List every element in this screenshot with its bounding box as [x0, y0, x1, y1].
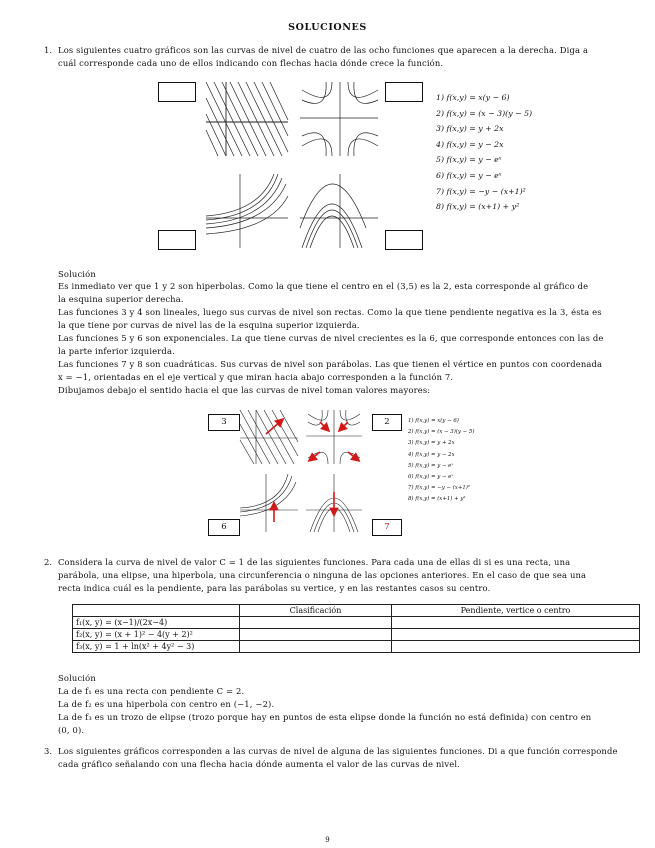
- solution-line: La de f₁ es una recta con pendiente C = 2.: [58, 686, 245, 696]
- problem-3-line: cada gráfico señalando con una flecha hacia dónde aumenta el valor de las curvas de nivel.: [58, 759, 460, 769]
- table-cell: f₁(x, y) = (x−1)/(2x−4): [73, 617, 240, 629]
- problem-3-number: 3.: [44, 746, 52, 756]
- function-item: 5) f(x,y) = y − eˣ: [436, 155, 502, 165]
- table-header-row: [73, 605, 640, 617]
- solution-line: la esquina superior derecha.: [58, 294, 184, 304]
- function-item: 4) f(x,y) = y − 2x: [436, 139, 504, 149]
- table-cell: f₃(x, y) = 1 + ln(x² + 4y² − 3): [73, 641, 240, 653]
- function-list-2: [408, 416, 474, 506]
- table-cell-input[interactable]: [240, 617, 392, 629]
- answer-box-label-2: 2: [372, 414, 402, 431]
- answer-box-bottom-right[interactable]: [385, 230, 423, 250]
- table-cell-input[interactable]: [392, 617, 640, 629]
- problem-1-number: 1.: [44, 45, 52, 55]
- answer-box-top-left[interactable]: [158, 82, 196, 102]
- answer-box-label-3: 3: [208, 414, 240, 431]
- plot-parabolas: [300, 174, 378, 248]
- function-item: 2) f(x,y) = (x − 3)(y − 5): [408, 429, 475, 436]
- function-item: 1) f(x,y) = x(y − 6): [436, 93, 510, 102]
- answer-box-label-6: 6: [208, 519, 240, 536]
- solution-line: La de f₃ es un trozo de elipse (trozo porque hay en puntos de esta elipse donde la función no está definida) con centro en: [58, 712, 592, 722]
- solution-line: la parte inferior izquierda.: [58, 346, 175, 356]
- function-item: 3) f(x,y) = y + 2x: [436, 124, 504, 134]
- problem-3-line: Los siguientes gráficos corresponden a las curvas de nivel de alguna de las siguientes funciones. Di a que función corresponde: [58, 746, 618, 756]
- answer-box-bottom-left[interactable]: [158, 230, 196, 250]
- solution-line: (0, 0).: [58, 725, 85, 735]
- function-item: 7) f(x,y) = −y − (x+1)²: [408, 485, 471, 492]
- solution-line: Las funciones 3 y 4 son lineales, luego sus curvas de nivel son rectas. Como la que tiene pendiente negativa es la 3, ésta es: [58, 307, 602, 317]
- answer-box-top-right[interactable]: [385, 82, 423, 102]
- problem-1-solution-heading: Solución: [58, 269, 96, 279]
- problem-2-solution-heading: Solución: [58, 673, 96, 683]
- table-cell: f₂(x, y) = (x + 1)² − 4(y + 2)²: [73, 629, 240, 641]
- function-list-1: [436, 90, 532, 215]
- red-arrow: [340, 422, 348, 430]
- table-header: Clasificación: [240, 605, 392, 617]
- function-item: 2) f(x,y) = (x − 3)(y − 5): [436, 108, 533, 118]
- problem-2-line: parábola, una elipse, una hiperbola, una circunferencia o ninguna de las opciones anteriores. En el caso de que sea una: [58, 570, 587, 580]
- plot-exponentials: [206, 174, 288, 248]
- answer-box-label-7: 7: [372, 519, 402, 536]
- table-header: Pendiente, vertice o centro: [392, 605, 640, 617]
- function-item: 8) f(x,y) = (x+1) + y²: [436, 202, 520, 212]
- function-item: 1) f(x,y) = x(y − 6): [408, 418, 459, 424]
- problem-1-text-line-1: Los siguientes cuatro gráficos son las curvas de nivel de cuatro de las ocho funciones que aparecen a la derecha. Diga a: [58, 45, 589, 55]
- figure-contour-plots: [150, 78, 440, 254]
- table-row: [73, 617, 640, 629]
- function-item: 5) f(x,y) = y − eˣ: [408, 462, 454, 469]
- red-arrow: [320, 422, 328, 430]
- red-arrow: [266, 420, 282, 434]
- table-cell-input[interactable]: [240, 629, 392, 641]
- table-cell-input[interactable]: [392, 629, 640, 641]
- problem-2-line: Considera la curva de nivel de valor C = 1 de las siguientes funciones. Para cada una de ellas di si es una recta, una: [58, 557, 571, 567]
- solution-line: x = −1, orientadas en el eje vertical y que miran hacia abajo corresponden a la función 7.: [58, 372, 454, 382]
- classification-table: [72, 604, 640, 653]
- plot-hyperbolas: [300, 82, 378, 156]
- function-item: 3) f(x,y) = y + 2x: [408, 440, 455, 447]
- table-header: [73, 605, 240, 617]
- plot-linear-negative-slope: [206, 82, 288, 156]
- solution-line: Las funciones 5 y 6 son exponenciales. La que tiene curvas de nivel crecientes es la 6, que corresponde entonces con las de: [58, 333, 604, 343]
- problem-2-number: 2.: [44, 557, 52, 567]
- table-row: [73, 629, 640, 641]
- solution-line: La de f₂ es una hiperbola con centro en (−1, −2).: [58, 699, 275, 709]
- table-cell-input[interactable]: [240, 641, 392, 653]
- function-item: 6) f(x,y) = y − eˣ: [408, 474, 454, 481]
- page-title: SOLUCIONES: [288, 22, 367, 33]
- function-item: 8) f(x,y) = (x+1) + y²: [408, 496, 466, 503]
- page-number: 9: [325, 836, 330, 844]
- table-row: [73, 641, 640, 653]
- problem-1-text-line-2: cuál corresponde cada uno de ellos indicando con flechas hacia dónde crece la función.: [58, 58, 444, 68]
- solution-line: Dibujamos debajo el sentido hacia el que las curvas de nivel toman valores mayores:: [58, 385, 431, 395]
- problem-2-line: recta indica cuál es la pendiente, para las parábolas su vertice, y en las restantes casos su centro.: [58, 583, 491, 593]
- function-item: 7) f(x,y) = −y − (x+1)²: [436, 186, 526, 196]
- solution-line: la que tiene por curvas de nivel las de la esquina superior izquierda.: [58, 320, 360, 330]
- solution-line: Es inmediato ver que 1 y 2 son hiperbolas. Como la que tiene el centro en el (3,5) es la 2, esta corresponde al gráfico de: [58, 281, 589, 291]
- function-item: 4) f(x,y) = y − 2x: [408, 451, 455, 458]
- table-cell-input[interactable]: [392, 641, 640, 653]
- solution-line: Las funciones 7 y 8 son cuadráticas. Sus curvas de nivel son parábolas. Las que tienen el vértice en puntos con coordenada: [58, 359, 603, 369]
- function-item: 6) f(x,y) = y − eˣ: [436, 170, 502, 180]
